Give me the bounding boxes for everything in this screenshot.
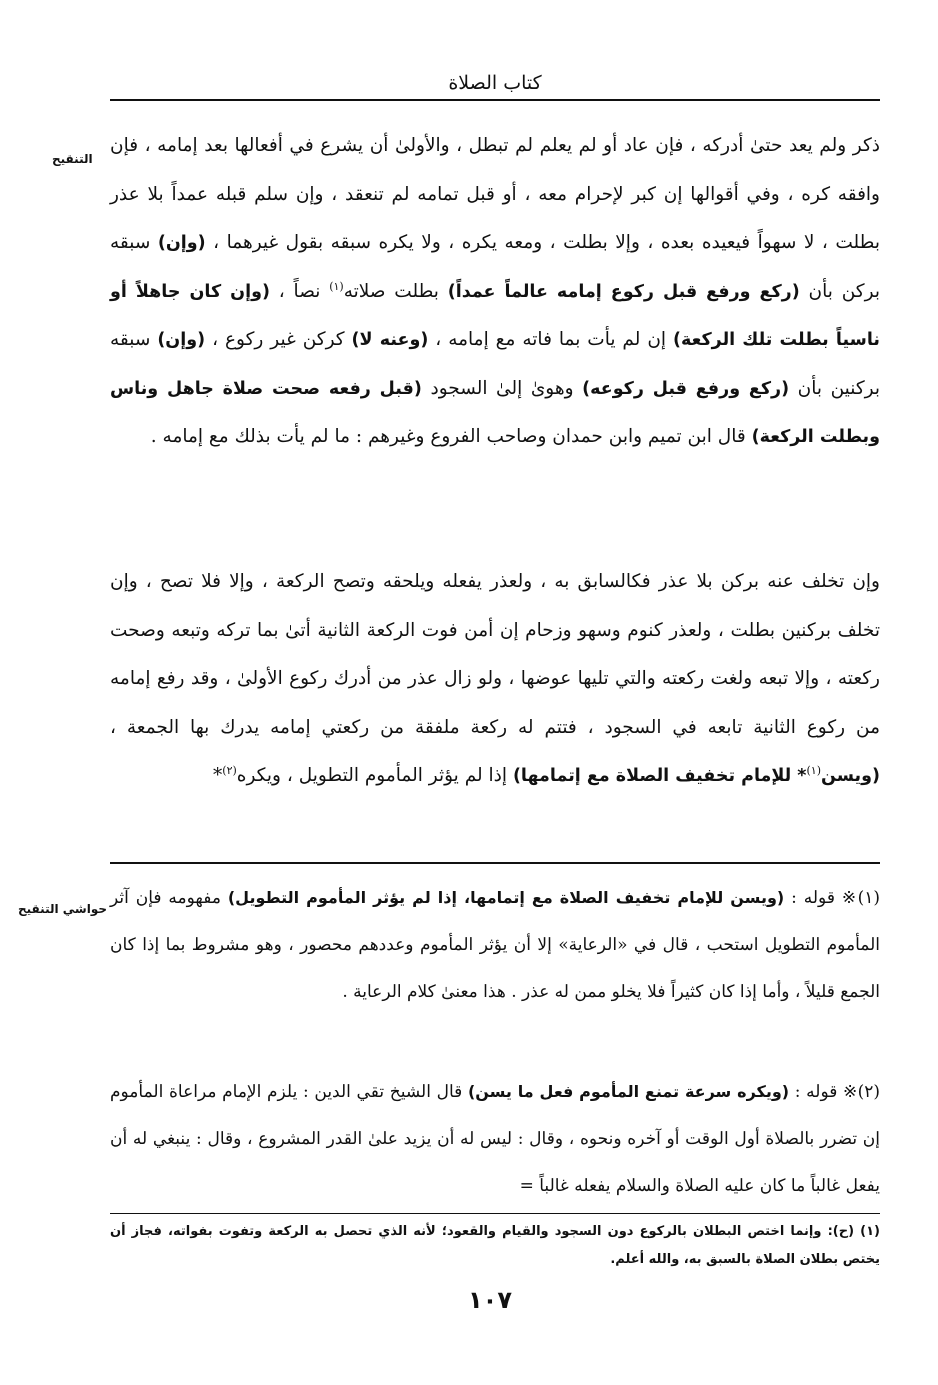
text-run: سبقه بركنين بأن (110, 329, 881, 399)
page-number: ١٠٧ (468, 1286, 512, 1314)
running-header: كتاب الصلاة (448, 72, 542, 94)
footnote-separator (110, 1213, 880, 1214)
margin-note-1 (110, 874, 880, 1016)
bold-run: (قبل رفعه صحت صلاة جاهل وناس وبطلت الركعة) (110, 378, 880, 447)
text-run: بطلت صلاته (343, 280, 448, 302)
note-lead: (١)※ قوله : (784, 888, 880, 908)
text-run: قال ابن تميم وابن حمدان وصاحب الفروع وغيرهم : ما لم يأت بذلك مع إمامه . (150, 426, 752, 447)
text-run: سبقه بركن بأن (110, 232, 880, 302)
margin-label-tanqih: التنقيح (52, 152, 93, 166)
bold-run: (وإن كان جاهلاً أو ناسياً بطلت تلك الركعة) (110, 281, 880, 350)
note-text: مفهومه فإن آثر المأموم التطويل استحب ، قال في «الرعاية» إلا أن يؤثر المأموم وعددهم محصور ، وهو مشروط بما إذا كان الجمع قليلاً ، وأما إذا كان كثيراً فلا يخلو ممن له عذر . هذا معنىٰ كلام الرعاية . (110, 888, 880, 1002)
main-paragraph-2 (110, 558, 880, 801)
footnote-ref: (٢) (222, 763, 237, 777)
text-run: كركن غير ركوع ، (205, 329, 352, 350)
bold-run: (ركع ورفع قبل ركوعه) (582, 378, 790, 399)
text-run: ذكر ولم يعد حتىٰ أدركه ، فإن عاد أو لم يعلم لم تبطل ، والأولىٰ أن يشرع في أفعالها بعد إمامه ، فإن وافقه كره ، وفي أقوالها إن كبر لإحرام معه ، أو قبل تمامه لم تنعقد ، وإن سلم قبله عمداً بلا عذر بطلت ، لا سهواً فيعيده بعده ، وإلا بطلت ، ومعه يكره ، ولا يكره سبقه بقول غيرهما ، (110, 135, 880, 253)
text-run: وإن تخلف عنه بركن بلا عذر فكالسابق به ، ولعذر يفعله ويلحقه وتصح الركعة ، وإلا فلا تصح ، وإن تخلف بركنين بطلت ، ولعذر كنوم وسهو وزحام إن أمن فوت الركعة الثانية أتىٰ بما تركه وتبعه وصحت ركعته ، وإلا تبعه ولغت ركعته والتي تليها عوضها ، ولو زال عذر من أدرك ركوع الأولىٰ ، وقد رفع إمامه من ركوع الثانية تابعه في السجود ، فتتم له ركعة ملفقة من ركعتي إمامه يدرك بها الجمعة ، (110, 571, 880, 738)
notes-separator (110, 862, 880, 864)
note-lead: (٢)※ قوله : (789, 1082, 880, 1102)
margin-label-hawashi: حواشي التنقيح (18, 902, 108, 916)
bold-run: (وعنه لا) (351, 330, 429, 350)
text-run: إذا لم يؤثر المأموم التطويل ، ويكره (236, 765, 513, 786)
note-quote: (ويكره سرعة تمنع المأموم فعل ما يسن) (467, 1082, 790, 1101)
margin-note-2 (110, 1068, 880, 1210)
footnote-ref: (١) (806, 763, 821, 777)
text-run: نصاً ، (270, 280, 330, 302)
asterisk-mark: * (213, 765, 223, 786)
text-run: إن لم يأت بما فاته مع إمامه ، (428, 329, 674, 350)
main-paragraph-1 (110, 122, 880, 462)
bold-run: (ويسن (820, 766, 880, 786)
header-rule (110, 99, 880, 101)
footnote: (١) (ح): وإنما اختص البطلان بالركوع دون السجود والقيام والقعود؛ لأنه الذي تحصل به الركعة وتفوت بفواته، فجاز أن يختص بطلان الصلاة بالسبق به، والله أعلم. (110, 1224, 880, 1267)
bold-run: (ركع ورفع قبل ركوع إمامه عالماً عمداً) (447, 281, 800, 302)
note-text: قال الشيخ تقي الدين : يلزم الإمام مراعاة المأموم إن تضرر بالصلاة أول الوقت أو آخره ونحوه ، وقال : ليس له أن يزيد علىٰ القدر المشروع ، وقال : ينبغي له أن يفعل غالباً ما كان عليه الصلاة والسلام يفعله غالباً = (110, 1082, 880, 1196)
bold-run: * للإمام تخفيف الصلاة مع إتمامها) (512, 766, 807, 786)
footnote-ref: (١) (329, 279, 344, 293)
text-run: وهوىٰ إلىٰ السجود (421, 377, 583, 399)
bold-run: (وإن) (157, 233, 206, 253)
note-quote: (ويسن للإمام تخفيف الصلاة مع إتمامها، إذا لم يؤثر المأموم التطويل) (227, 888, 785, 907)
bold-run: (وإن) (157, 330, 206, 350)
